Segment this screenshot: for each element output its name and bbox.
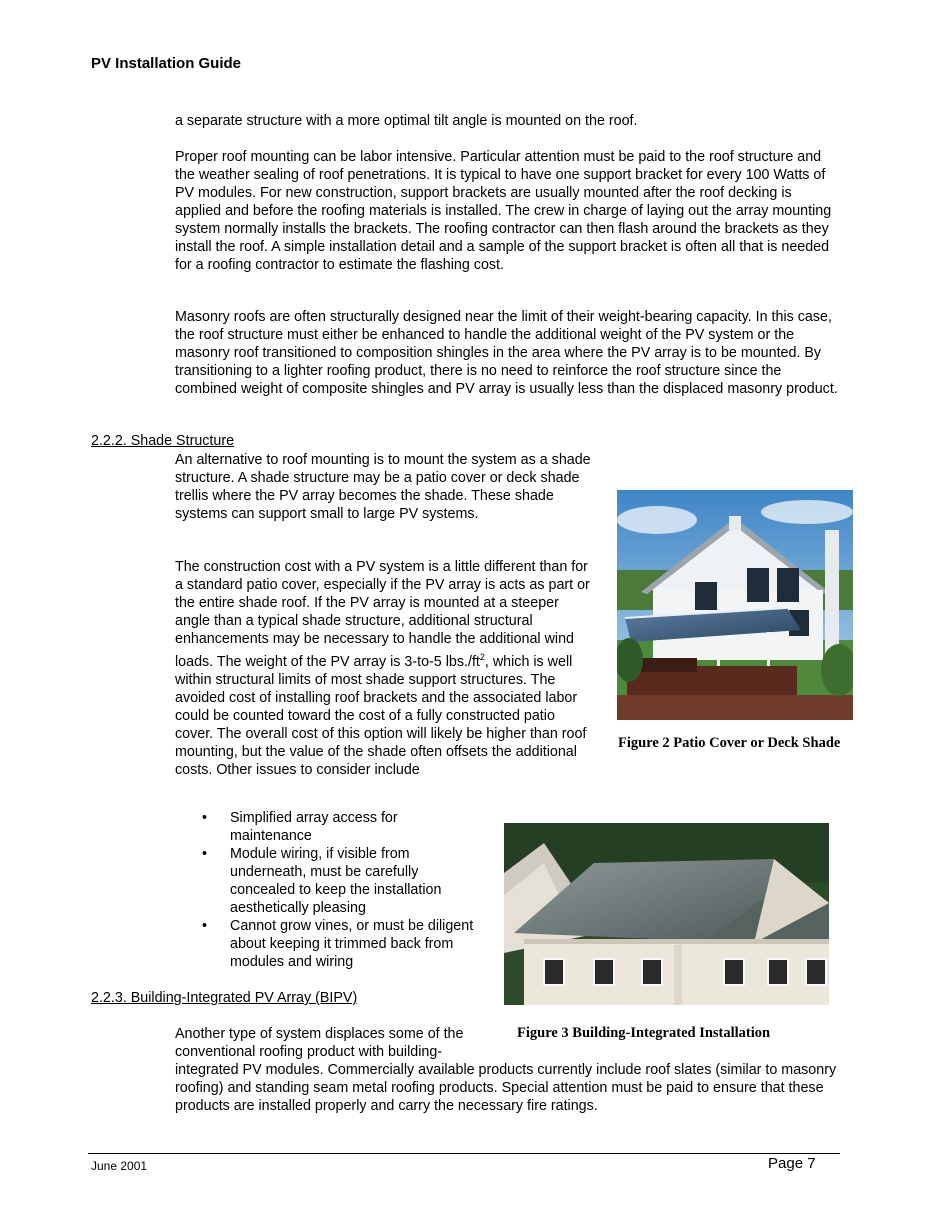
figure-2-patio-photo [617,490,853,720]
body-paragraph-3: Masonry roofs are often structurally designed near the limit of their weight-bearing capacity. In this case, the roof structure must either be enhanced to handle the additional weight of the PV system or the masonry roof transitioned to composition shingles in the area where the PV array is to be mounted. By transitioning to a lighter roofing product, there is no need to reinforce the roof structure since the combined weight of composite shingles and PV array is usually less than the displaced masonry product. [175,309,838,397]
page-header-title: PV Installation Guide [91,55,242,72]
body-paragraph-1: a separate structure with a more optimal tilt angle is mounted on the roof. [175,113,638,129]
shade-paragraph-2 [175,558,595,779]
shade-paragraph-2-part-a: The construction cost with a PV system is a little different than for a standard patio cover, especially if the PV array is acts as part or the entire shade roof. If the PV array is mounted at a steeper angle than a typical shade structure, additional structural enhancements may be necessary to handle the additional wind loads. The weight of the PV array is 3-to-5 lbs./ft [175,559,590,670]
list-item: • Cannot grow vines, or must be diligent about keeping it trimmed back from modules and wiring [200,917,475,971]
bipv-illustration [504,823,829,1005]
section-heading-bipv: 2.2.3. Building-Integrated PV Array (BIPV) [91,990,358,1006]
figure-3-caption: Figure 3 Building-Integrated Installation [517,1025,771,1041]
footer-page-number: Page 7 [768,1155,816,1172]
footer-divider [88,1153,840,1154]
shade-paragraph-1: An alternative to roof mounting is to mount the system as a shade structure. A shade structure may be a patio cover or deck shade trellis where the PV array becomes the shade. These shade systems can support small to large PV systems. [175,452,591,522]
shade-paragraph-2-part-b: , which is well within structural limits of most shade support structures. The avoided cost of installing roof brackets and the associated labor could be counted toward the cost of a fully constructed patio cover. The overall cost of this option will likely be higher than roof mounting, but the value of the shade often offsets the additional costs. Other issues to consider include [175,653,587,778]
footer-date: June 2001 [91,1159,148,1173]
list-item: • Module wiring, if visible from underneath, must be carefully concealed to keep the installation aesthetically pleasing [200,845,475,917]
body-paragraph-2: Proper roof mounting can be labor intensive. Particular attention must be paid to the roof structure and the weather sealing of roof penetrations. It is typical to have one support bracket for every 100 Watts of PV modules. For new construction, support brackets are usually mounted after the roof decking is applied and before the roofing materials is installed. The crew in charge of laying out the array mounting system normally installs the brackets. The roofing contractor can then flash around the brackets as they install the roof. A simple installation detail and a sample of the support bracket is often all that is needed for a roofing contractor to estimate the flashing cost. [175,149,832,273]
bipv-paragraph-part-b: integrated PV modules. Commercially available products currently include roof slates (similar to masonry roofing) and standing seam metal roofing products. Special attention must be paid to ensure that these products are installed properly and carry the necessary fire ratings. [175,1062,837,1114]
section-heading-shade-structure: 2.2.2. Shade Structure [91,433,235,449]
list-item: • Simplified array access for maintenance [200,809,475,845]
patio-illustration [617,490,853,720]
considerations-list [200,809,475,971]
figure-3-bipv-photo [504,823,829,1005]
bipv-paragraph-part-a: Another type of system displaces some of the conventional roofing product with building- [175,1026,464,1060]
superscript-2: 2 [479,652,485,662]
figure-2-caption: Figure 2 Patio Cover or Deck Shade [618,735,841,751]
